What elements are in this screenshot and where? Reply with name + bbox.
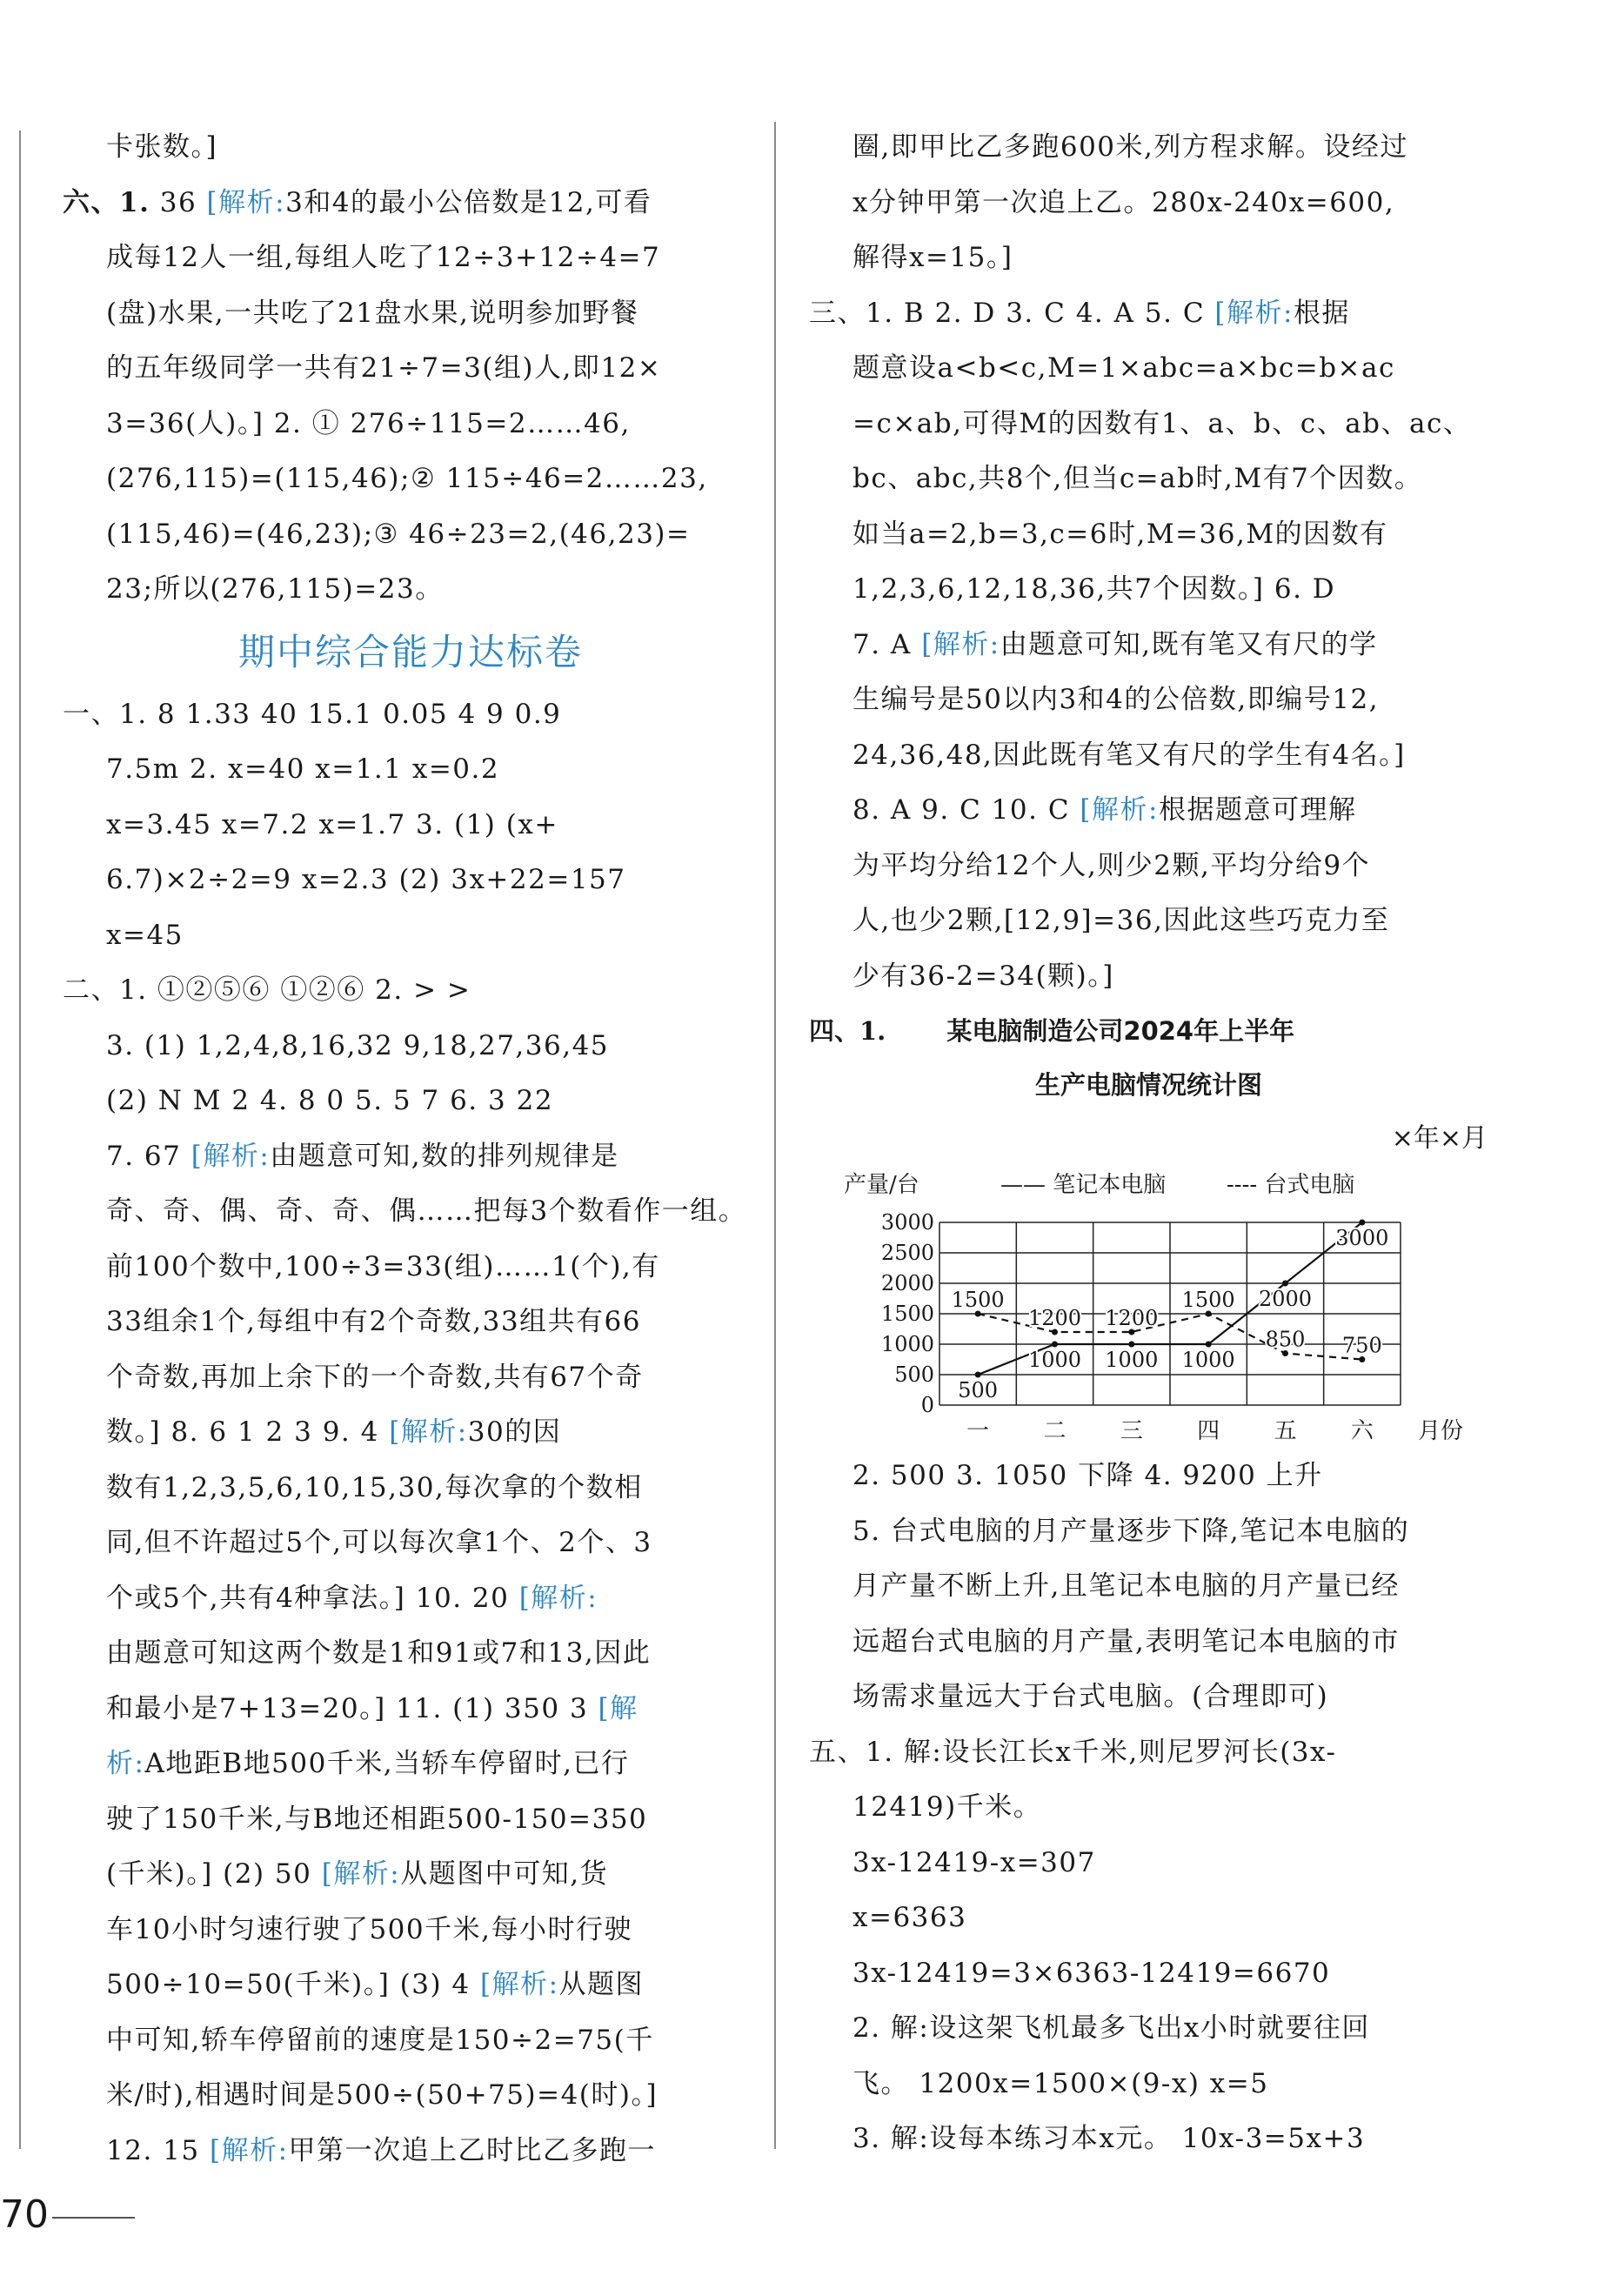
section-1 (63, 687, 759, 964)
text-line: 远超台式电脑的月产量,表明笔记本电脑的市 (852, 1625, 1400, 1657)
chart-date: ×年×月 (1391, 1123, 1488, 1154)
page-number: 70 (0, 2192, 49, 2237)
text-line: 如当a=2,b=3,c=6时,M=36,M的因数有 (852, 518, 1388, 550)
text-line (63, 2124, 759, 2179)
text-line (63, 1405, 759, 1461)
x-tick-label: 五 (1274, 1418, 1297, 1444)
text-line: 少有36-2=34(颗)。] (852, 960, 1114, 992)
text-line: x=45 (106, 919, 184, 951)
answer-text: 数。] 8. 6 1 2 3 9. 4 (106, 1416, 390, 1448)
x-tick-label: 四 (1197, 1418, 1220, 1444)
y-tick-label: 2000 (880, 1271, 934, 1295)
text-line (63, 1737, 759, 1792)
answer-text: A地距B地500千米,当轿车停留时,已行 (144, 1748, 630, 1779)
x-tick-label: 一 (966, 1418, 990, 1444)
analysis-tag: [解析: (480, 1969, 559, 2000)
answer-text: 三、1. B 2. D 3. C 4. A 5. C (809, 297, 1215, 329)
text-line: 的五年级同学一共有21÷7=3(组)人,即12× (106, 352, 662, 384)
text-line: 6.7)×2÷2=9 x=2.3 (2) 3x+22=157 (106, 864, 626, 895)
line-chart (809, 1166, 1505, 1449)
legend-desktop: ---- 台式电脑 (1227, 1172, 1355, 1198)
answer-text: 500÷10=50(千米)。] (3) 4 (106, 1969, 480, 2000)
analysis-tag: [解析: (389, 1416, 468, 1448)
text-line: 3. (1) 1,2,4,8,16,32 9,18,27,36,45 (106, 1029, 610, 1061)
data-label: 1500 (1181, 1288, 1235, 1312)
x-tick-label: 三 (1120, 1418, 1143, 1444)
text-line: 3=36(人)。] 2. ① 276÷115=2……46, (106, 407, 631, 439)
legend-notebook: —— 笔记本电脑 (1000, 1172, 1167, 1198)
left-column (63, 120, 759, 2179)
text-line: 24,36,48,因此既有笔又有尺的学生有4名。] (852, 739, 1406, 771)
text-line: 五、1. 解:设长江长x千米,则尼罗河长(3x- (809, 1736, 1337, 1768)
text-line (809, 783, 1505, 839)
data-label: 1000 (1181, 1348, 1235, 1372)
section-label: 六、1. (63, 186, 150, 218)
answer-text: 7. 67 (106, 1140, 191, 1172)
text-line: (276,115)=(115,46);② 115÷46=2……23, (106, 463, 708, 494)
text-line: 2. 解:设这架飞机最多飞出x小时就要往回 (852, 2012, 1370, 2044)
text-line: 个奇数,再加上余下的一个奇数,共有67个奇 (106, 1361, 644, 1393)
x-axis-label: 月份 (1418, 1418, 1464, 1444)
text-line: x=3.45 x=7.2 x=1.7 3. (1) (x+ (106, 808, 558, 840)
section-4 (809, 1004, 1505, 1725)
text-line: x=6363 (852, 1902, 967, 1933)
text-line (63, 1571, 759, 1627)
y-tick-label: 1500 (880, 1302, 934, 1326)
y-axis-label: 产量/台 (844, 1172, 919, 1198)
text-line: 为平均分给12个人,则少2颗,平均分给9个 (852, 849, 1371, 881)
analysis-tag: [解析: (209, 2134, 289, 2166)
text-line: 飞。 1200x=1500×(9-x) x=5 (852, 2067, 1269, 2099)
answer-text: 由题意可知,数的排列规律是 (270, 1140, 619, 1172)
answer-text: 3和4的最小公倍数是12,可看 (285, 186, 652, 218)
exam-title: 期中综合能力达标卷 (237, 630, 583, 673)
section-3 (809, 286, 1505, 1005)
text-line: 卡张数。] (106, 131, 218, 163)
text-line: 同,但不许超过5个,可以每次拿1个、2个、3 (106, 1527, 652, 1558)
data-label: 500 (958, 1378, 999, 1402)
y-tick-label: 1000 (880, 1332, 934, 1356)
text-line: 人,也少2颗,[12,9]=36,因此这些巧克力至 (852, 905, 1390, 936)
section-6 (63, 176, 759, 618)
text-line: 2. 500 3. 1050 下降 4. 9200 上升 (852, 1460, 1323, 1491)
chart-title-line2: 生产电脑情况统计图 (1035, 1070, 1263, 1100)
text-line: 圈,即甲比乙多跑600米,列方程求解。设经过 (852, 131, 1408, 163)
answer-text: 7. A (852, 628, 922, 660)
answer-text: 个或5个,共有4种拿法。] 10. 20 (106, 1582, 519, 1614)
text-line: 由题意可知这两个数是1和91或7和13,因此 (106, 1637, 652, 1669)
section-label: 四、1. (809, 1016, 886, 1046)
data-point (1282, 1281, 1288, 1287)
text-line: (盘)水果,一共吃了21盘水果,说明参加野餐 (106, 297, 639, 329)
analysis-tag: [解析: (1080, 794, 1159, 826)
text-line: x分钟甲第一次追上乙。280x-240x=600, (852, 186, 1395, 218)
data-label: 850 (1265, 1327, 1306, 1352)
text-line: 5. 台式电脑的月产量逐步下降,笔记本电脑的 (852, 1515, 1410, 1547)
text-line: 解得x=15。] (852, 242, 1013, 273)
text-line (63, 1847, 759, 1903)
analysis-tag: [解析: (1214, 297, 1294, 329)
chart-svg (844, 1166, 1505, 1449)
text-line: 米/时),相遇时间是500÷(50+75)=4(时)。] (106, 2079, 659, 2111)
answer-text: 根据题意可理解 (1158, 794, 1357, 826)
data-label: 2000 (1258, 1287, 1313, 1311)
text-line: 3. 解:设每本练习本x元。 10x-3=5x+3 (852, 2123, 1366, 2154)
text-line: 驶了150千米,与B地还相距500-150=350 (106, 1803, 648, 1835)
chart-title-line1 (809, 1004, 1505, 1058)
analysis-tag: [解析: (518, 1582, 598, 1614)
text-line: 1,2,3,6,12,18,36,共7个因数。] 6. D (852, 573, 1336, 605)
text-line (63, 1682, 759, 1737)
analysis-tag: [解析: (191, 1140, 271, 1172)
text-line (63, 1129, 759, 1185)
analysis-tag: [解析: (921, 628, 1000, 660)
text-line: 23;所以(276,115)=23。 (106, 573, 444, 605)
analysis-tag: [解析: (321, 1858, 401, 1890)
text-line: 3x-12419-x=307 (852, 1846, 1096, 1878)
left-margin-rule (19, 131, 21, 2149)
y-tick-label: 2500 (880, 1241, 934, 1265)
y-tick-label: 3000 (880, 1210, 934, 1235)
x-tick-label: 二 (1043, 1418, 1066, 1444)
page-number-rule (52, 2217, 135, 2219)
text-line (809, 286, 1505, 342)
data-label: 1200 (1105, 1306, 1159, 1330)
analysis-tag: [解 (598, 1692, 639, 1724)
data-point (1128, 1342, 1134, 1348)
y-tick-label: 0 (920, 1393, 934, 1417)
data-point (1206, 1342, 1212, 1348)
section-2 (63, 963, 759, 2179)
text-line: 二、1. ①②⑤⑥ ①②⑥ 2. > > (63, 974, 471, 1006)
answer-text: 30的因 (467, 1416, 562, 1448)
right-column (809, 120, 1505, 2167)
text-line: 数有1,2,3,5,6,10,15,30,每次拿的个数相 (106, 1471, 643, 1503)
data-label: 1000 (1105, 1348, 1159, 1372)
text-line: 前100个数中,100÷3=33(组)……1(个),有 (106, 1250, 660, 1282)
data-label: 1500 (951, 1288, 1005, 1312)
analysis-tag: [解析: (206, 186, 286, 218)
text-line: 中可知,轿车停留前的速度是150÷2=75(千 (106, 2024, 654, 2056)
text-line: =c×ab,可得M的因数有1、a、b、c、ab、ac、 (852, 407, 1472, 439)
data-label: 1000 (1027, 1348, 1082, 1372)
answer-text: 从题图中可知,货 (400, 1858, 609, 1890)
answer-text: 根据 (1293, 297, 1350, 329)
answer-text: 由题意可知,既有笔又有尺的学 (1000, 628, 1378, 660)
text-line: (2) N M 2 4. 8 0 5. 5 7 6. 3 22 (106, 1085, 554, 1116)
y-tick-label: 500 (894, 1362, 934, 1387)
data-point (975, 1372, 981, 1378)
answer-text: 36 (150, 186, 207, 218)
section-5 (809, 1725, 1505, 2167)
answer-text: 12. 15 (106, 2134, 210, 2166)
data-label: 3000 (1335, 1226, 1389, 1250)
text-line: 成每12人一组,每组人吃了12÷3+12÷4=7 (106, 242, 661, 273)
text-line: 奇、奇、偶、奇、奇、偶……把每3个数看作一组。 (106, 1195, 747, 1227)
text-line: 3x-12419=3×6363-12419=6670 (852, 1957, 1331, 1989)
text-line: 月产量不断上升,且笔记本电脑的月产量已经 (852, 1570, 1400, 1602)
text-line: 7.5m 2. x=40 x=1.1 x=0.2 (106, 753, 500, 785)
text-line: (115,46)=(46,23);③ 46÷23=2,(46,23)= (106, 518, 691, 550)
answer-text: 甲第一次追上乙时比乙多跑一 (288, 2134, 657, 2166)
answer-text: (千米)。] (2) 50 (106, 1858, 322, 1890)
text-line: bc、abc,共8个,但当c=ab时,M有7个因数。 (852, 463, 1423, 494)
text-line: 12419)千米。 (852, 1791, 1042, 1823)
column-divider (774, 122, 776, 2149)
text-line (63, 1958, 759, 2013)
data-label: 750 (1341, 1333, 1382, 1358)
text-line: 车10小时匀速行驶了500千米,每小时行驶 (106, 1913, 632, 1945)
chart-title-text: 某电脑制造公司2024年上半年 (946, 1016, 1295, 1046)
data-label: 1200 (1027, 1306, 1082, 1330)
text-line: 一、1. 8 1.33 40 15.1 0.05 4 9 0.9 (63, 698, 562, 730)
analysis-tag: 析: (106, 1748, 145, 1779)
text-line: 场需求量远大于台式电脑。(合理即可) (852, 1681, 1329, 1712)
text-line: 题意设a<b<c,M=1×abc=a×bc=b×ac (852, 352, 1395, 384)
data-point (1052, 1342, 1058, 1348)
answer-text: 8. A 9. C 10. C (852, 794, 1080, 826)
answer-text: 和最小是7+13=20。] 11. (1) 350 3 (106, 1692, 598, 1724)
text-line: 生编号是50以内3和4的公倍数,即编号12, (852, 684, 1380, 715)
data-point (1359, 1220, 1365, 1226)
answer-text: 从题图 (558, 1969, 645, 2000)
text-line (63, 176, 759, 231)
text-line (809, 618, 1505, 673)
x-tick-label: 六 (1350, 1418, 1374, 1444)
text-line: 33组余1个,每组中有2个奇数,33组共有66 (106, 1306, 641, 1337)
